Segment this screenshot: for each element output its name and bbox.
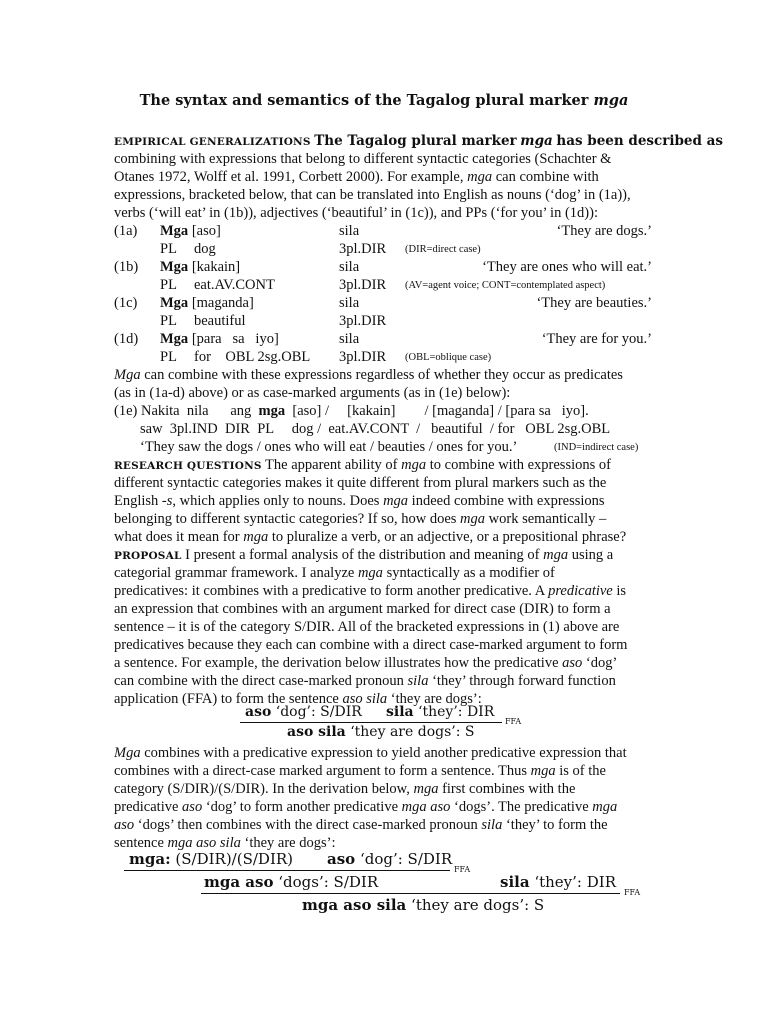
- example-1a-number: (1a): [114, 223, 138, 239]
- rq-line-5: what does it mean for mga to pluralize a verb, or an adjective, or a prepositional phrase?: [114, 529, 627, 545]
- example-1e-note: (IND=indirect case): [554, 442, 639, 453]
- section-heading-research: RESEARCH QUESTIONS: [114, 460, 262, 472]
- example-1d-gloss: for OBL 2sg.OBL: [194, 349, 311, 365]
- proposal-line-1: PROPOSAL I present a formal analysis of the distribution and meaning of mga using a: [114, 547, 614, 563]
- intro-line-1: EMPIRICAL GENERALIZATIONS The Tagalog plural marker mga has been described as: [114, 133, 723, 149]
- deriv2-ffa-label-1: FFA: [454, 865, 471, 874]
- p3-line-6: sentence mga aso sila ‘they are dogs’:: [114, 835, 336, 851]
- proposal-line-5: sentence – it is of the category S/DIR. All of the bracketed expressions in (1) above are: [114, 619, 620, 635]
- example-1b-sila: sila: [339, 259, 360, 275]
- example-1b-gloss: eat.AV.CONT: [194, 277, 275, 293]
- p2-line-1: Mga can combine with these expressions regardless of whether they occur as predicates: [114, 367, 623, 383]
- deriv2-rule-line-1: [124, 870, 450, 871]
- p3-line-3: category (S/DIR)/(S/DIR). In the derivation below, mga first combines with the: [114, 781, 576, 797]
- example-1b-gloss-dir: 3pl.DIR: [339, 277, 387, 293]
- rq-line-3: English -s, which applies only to nouns. Does mga indeed combine with expressions: [114, 493, 605, 509]
- intro-line-2: combining with expressions that belong to different syntactic categories (Schachter &: [114, 151, 612, 167]
- proposal-line-7: a sentence. For example, the derivation below illustrates how the predicative aso ‘dog’: [114, 655, 618, 671]
- example-1a-gloss-pl: PL: [160, 241, 177, 257]
- example-1c-gloss-pl: PL: [160, 313, 177, 329]
- proposal-line-4: an expression that combines with an argument marked for direct case (DIR) to form a: [114, 601, 611, 617]
- example-1c-sila: sila: [339, 295, 360, 311]
- example-1a-gloss: dog: [194, 241, 216, 257]
- deriv2-result: mga aso sila ‘they are dogs’: S: [302, 896, 545, 914]
- p3-line-4: predicative aso ‘dog’ to form another predicative mga aso ‘dogs’. The predicative mga: [114, 799, 618, 815]
- example-1b-translation: ‘They are ones who will eat.’: [482, 259, 652, 275]
- example-1d-note: (OBL=oblique case): [405, 352, 492, 363]
- intro-line-5: verbs (‘will eat’ in (1b)), adjectives (‘beautiful’ in (1c)), and PPs (‘for you’ in (1d)):: [114, 205, 598, 221]
- example-1e: (1e) Nakita nila ang mga [aso] / [kakain] / [maganda] / [para sa iyo].: [114, 403, 589, 419]
- example-1a-sila: sila: [339, 223, 360, 239]
- deriv2-rule-line-2: [201, 893, 620, 894]
- section-heading-empirical: EMPIRICAL GENERALIZATIONS: [114, 136, 311, 148]
- example-1d-sila: sila: [339, 331, 360, 347]
- deriv1-result: aso sila ‘they are dogs’: S: [287, 724, 475, 740]
- example-1c-text: Mga [maganda]: [160, 295, 254, 311]
- proposal-line-3: predicatives: it combines with a predicative to form another predicative. A predicative is: [114, 583, 627, 599]
- example-1c-gloss: beautiful: [194, 313, 246, 329]
- example-1d-translation: ‘They are for you.’: [541, 331, 652, 347]
- title-mga: mga: [593, 92, 629, 109]
- example-1b-number: (1b): [114, 259, 139, 275]
- proposal-line-9: application (FFA) to form the sentence aso sila ‘they are dogs’:: [114, 691, 482, 707]
- deriv2-premise-mga: mga: (S/DIR)/(S/DIR): [129, 850, 294, 868]
- example-1b-text: Mga [kakain]: [160, 259, 241, 275]
- example-1c-number: (1c): [114, 295, 138, 311]
- example-1d-gloss-pl: PL: [160, 349, 177, 365]
- intro-line-3: Otanes 1972, Wolff et al. 1991, Corbett 2000). For example, mga can combine with: [114, 169, 599, 185]
- example-1c-translation: ‘They are beauties.’: [536, 295, 652, 311]
- page-title: The syntax and semantics of the Tagalog plural marker mga: [139, 92, 629, 109]
- example-1d-number: (1d): [114, 331, 139, 347]
- proposal-line-6: predicatives because they each can combine with a direct case-marked argument to form: [114, 637, 628, 653]
- deriv2-premise-aso: aso ‘dog’: S/DIR: [327, 850, 453, 868]
- section-heading-proposal: PROPOSAL: [114, 550, 182, 562]
- intro-line-4: expressions, bracketed below, that can be translated into English as nouns (‘dog’ in (1a)),: [114, 187, 631, 203]
- deriv1-rule-line: [240, 722, 502, 723]
- example-1d-text: Mga [para sa iyo]: [160, 331, 279, 347]
- deriv2-ffa-label-2: FFA: [624, 888, 641, 897]
- rq-line-4: belonging to different syntactic categories? If so, how does mga work semantically –: [114, 511, 607, 527]
- rq-line-1: RESEARCH QUESTIONS The apparent ability of mga to combine with expressions of: [114, 457, 611, 473]
- deriv2-premise-sila: sila ‘they’: DIR: [500, 873, 616, 891]
- example-1b-note: (AV=agent voice; CONT=contemplated aspect): [405, 280, 606, 291]
- p3-line-5: aso ‘dogs’ then combines with the direct case-marked pronoun sila ‘they’ to form the: [114, 817, 608, 833]
- example-1a-translation: ‘They are dogs.’: [556, 223, 652, 239]
- rq-line-2: different syntactic categories makes it quite different from plural markers such as the: [114, 475, 607, 491]
- example-1a-gloss-dir: 3pl.DIR: [339, 241, 387, 257]
- example-1d-gloss-dir: 3pl.DIR: [339, 349, 387, 365]
- p2-line-2: (as in (1a-d) above) or as case-marked arguments (as in (1e) below):: [114, 385, 511, 401]
- deriv1-premise-left: aso ‘dog’: S/DIR: [245, 704, 362, 720]
- p3-line-1: Mga combines with a predicative expression to yield another predicative expression that: [114, 745, 627, 761]
- example-1e-gloss: saw 3pl.IND DIR PL dog / eat.AV.CONT / beautiful / for OBL 2sg.OBL: [140, 421, 611, 437]
- example-1b-gloss-pl: PL: [160, 277, 177, 293]
- example-1e-translation: ‘They saw the dogs / ones who will eat / beauties / ones for you.’: [140, 439, 518, 455]
- deriv1-ffa-label: FFA: [505, 717, 522, 726]
- deriv1-premise-right: sila ‘they’: DIR: [386, 704, 495, 720]
- example-1a-note: (DIR=direct case): [405, 244, 481, 255]
- p3-line-2: combines with a direct-case marked argument to form a sentence. Thus mga is of the: [114, 763, 606, 779]
- proposal-line-8: can combine with the direct case-marked pronoun sila ‘they’ through forward function: [114, 673, 616, 689]
- example-1a-text: Mga [aso]: [160, 223, 221, 239]
- proposal-line-2: categorial grammar framework. I analyze mga syntactically as a modifier of: [114, 565, 555, 581]
- deriv2-intermediate: mga aso ‘dogs’: S/DIR: [204, 873, 379, 891]
- example-1c-gloss-dir: 3pl.DIR: [339, 313, 387, 329]
